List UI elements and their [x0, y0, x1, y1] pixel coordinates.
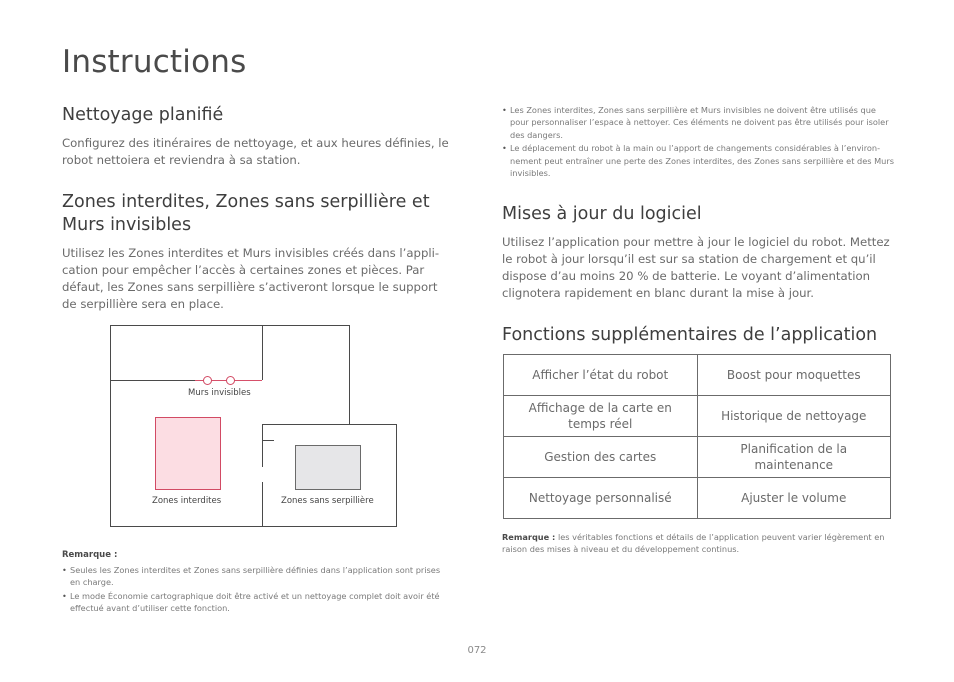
list-item: • Le mode Économie cartographique doit être activé et un nettoyage complet doit avoir été effectué avant d’utiliser cette fonction.	[62, 590, 450, 615]
remark-label: Remarque :	[502, 532, 556, 542]
table-cell: Nettoyage personnalisé	[504, 478, 698, 519]
table-cell: Afficher l’état du robot	[504, 355, 698, 396]
no-mop-zone	[295, 445, 361, 490]
warning-list	[502, 104, 894, 179]
table-cell: Planification de la maintenance	[697, 437, 891, 478]
no-mop-zone-label: Zones sans serpillière	[281, 496, 374, 506]
remark-text: les véritables fonctions et détails de l’application peuvent varier légèrement en raison des mises à niveau et du développement continus.	[502, 532, 885, 555]
wall	[262, 440, 274, 441]
wall	[110, 325, 350, 326]
note-label: Remarque :	[62, 550, 118, 560]
section-heading: Nettoyage planifié	[62, 105, 224, 125]
features-table	[503, 354, 891, 519]
wall	[110, 380, 195, 381]
section-body: Utilisez les Zones interdites et Murs invisibles créés dans l’application pour empêcher l’accès à certaines zones et pièces. Par défaut, les Zones sans serpillière s’activeront lorsque le support de serpillière sera en place.	[62, 246, 440, 311]
right-column	[502, 104, 894, 355]
section-scheduled-cleaning	[62, 104, 454, 169]
section-heading: Fonctions supplémentaires de l’application	[502, 325, 878, 346]
section-heading: Mises à jour du logiciel	[502, 204, 702, 225]
section-app-features	[502, 324, 894, 347]
list-item: • Le déplacement du robot à la main ou l’apport de changements considérables à l’environnement peut entraîner une perte des Zones interdites, des Zones sans serpillière et des Murs invisibles.	[502, 142, 894, 179]
no-go-zone-label: Zones interdites	[152, 496, 222, 506]
wall	[262, 482, 263, 527]
wall	[262, 424, 397, 425]
note-list	[62, 564, 450, 615]
zones-diagram	[110, 325, 397, 527]
section-zones	[62, 191, 454, 313]
section-body: Utilisez l’application pour mettre à jour le logiciel du robot. Mettez le robot à jour lorsqu’il est sur sa station de chargement et qu’il dispose d’au moins 20 % de batterie. Le voyant d’alimentation clignotera rapidement en blanc durant la mise à jour.	[502, 235, 890, 301]
section-software-update	[502, 203, 894, 302]
wall	[110, 325, 111, 527]
invisible-walls-label: Murs invisibles	[188, 388, 251, 398]
page-title: Instructions	[62, 44, 247, 80]
right-remark	[502, 531, 894, 556]
table-row	[504, 355, 891, 396]
wall	[262, 424, 263, 467]
table-row	[504, 478, 891, 519]
table-cell: Affichage de la carte en temps réel	[504, 396, 698, 437]
table-row	[504, 396, 891, 437]
table-cell: Gestion des cartes	[504, 437, 698, 478]
wall	[349, 325, 350, 425]
left-note	[62, 550, 450, 615]
wall	[110, 526, 397, 527]
left-column	[62, 104, 454, 313]
list-item: • Les Zones interdites, Zones sans serpillière et Murs invisibles ne doivent être utilisés que pour personnaliser l’espace à nettoyer. Ces éléments ne doivent pas être utilisés pour isoler des dangers.	[502, 104, 894, 141]
no-go-zone	[155, 417, 221, 490]
section-heading: Zones interdites, Zones sans serpillière et Murs invisibles	[62, 192, 430, 235]
invisible-wall-endpoint-icon	[226, 376, 235, 385]
table-cell: Boost pour moquettes	[697, 355, 891, 396]
wall	[396, 424, 397, 527]
section-body: Configurez des itinéraires de nettoyage, et aux heures définies, le robot nettoiera et reviendra à sa station.	[62, 136, 449, 167]
list-item: • Seules les Zones interdites et Zones sans serpillière définies dans l’application sont prises en charge.	[62, 564, 450, 589]
table-cell: Ajuster le volume	[697, 478, 891, 519]
page-number: 072	[467, 645, 487, 656]
invisible-wall-endpoint-icon	[203, 376, 212, 385]
wall	[262, 325, 263, 380]
table-row	[504, 437, 891, 478]
table-cell: Historique de nettoyage	[697, 396, 891, 437]
